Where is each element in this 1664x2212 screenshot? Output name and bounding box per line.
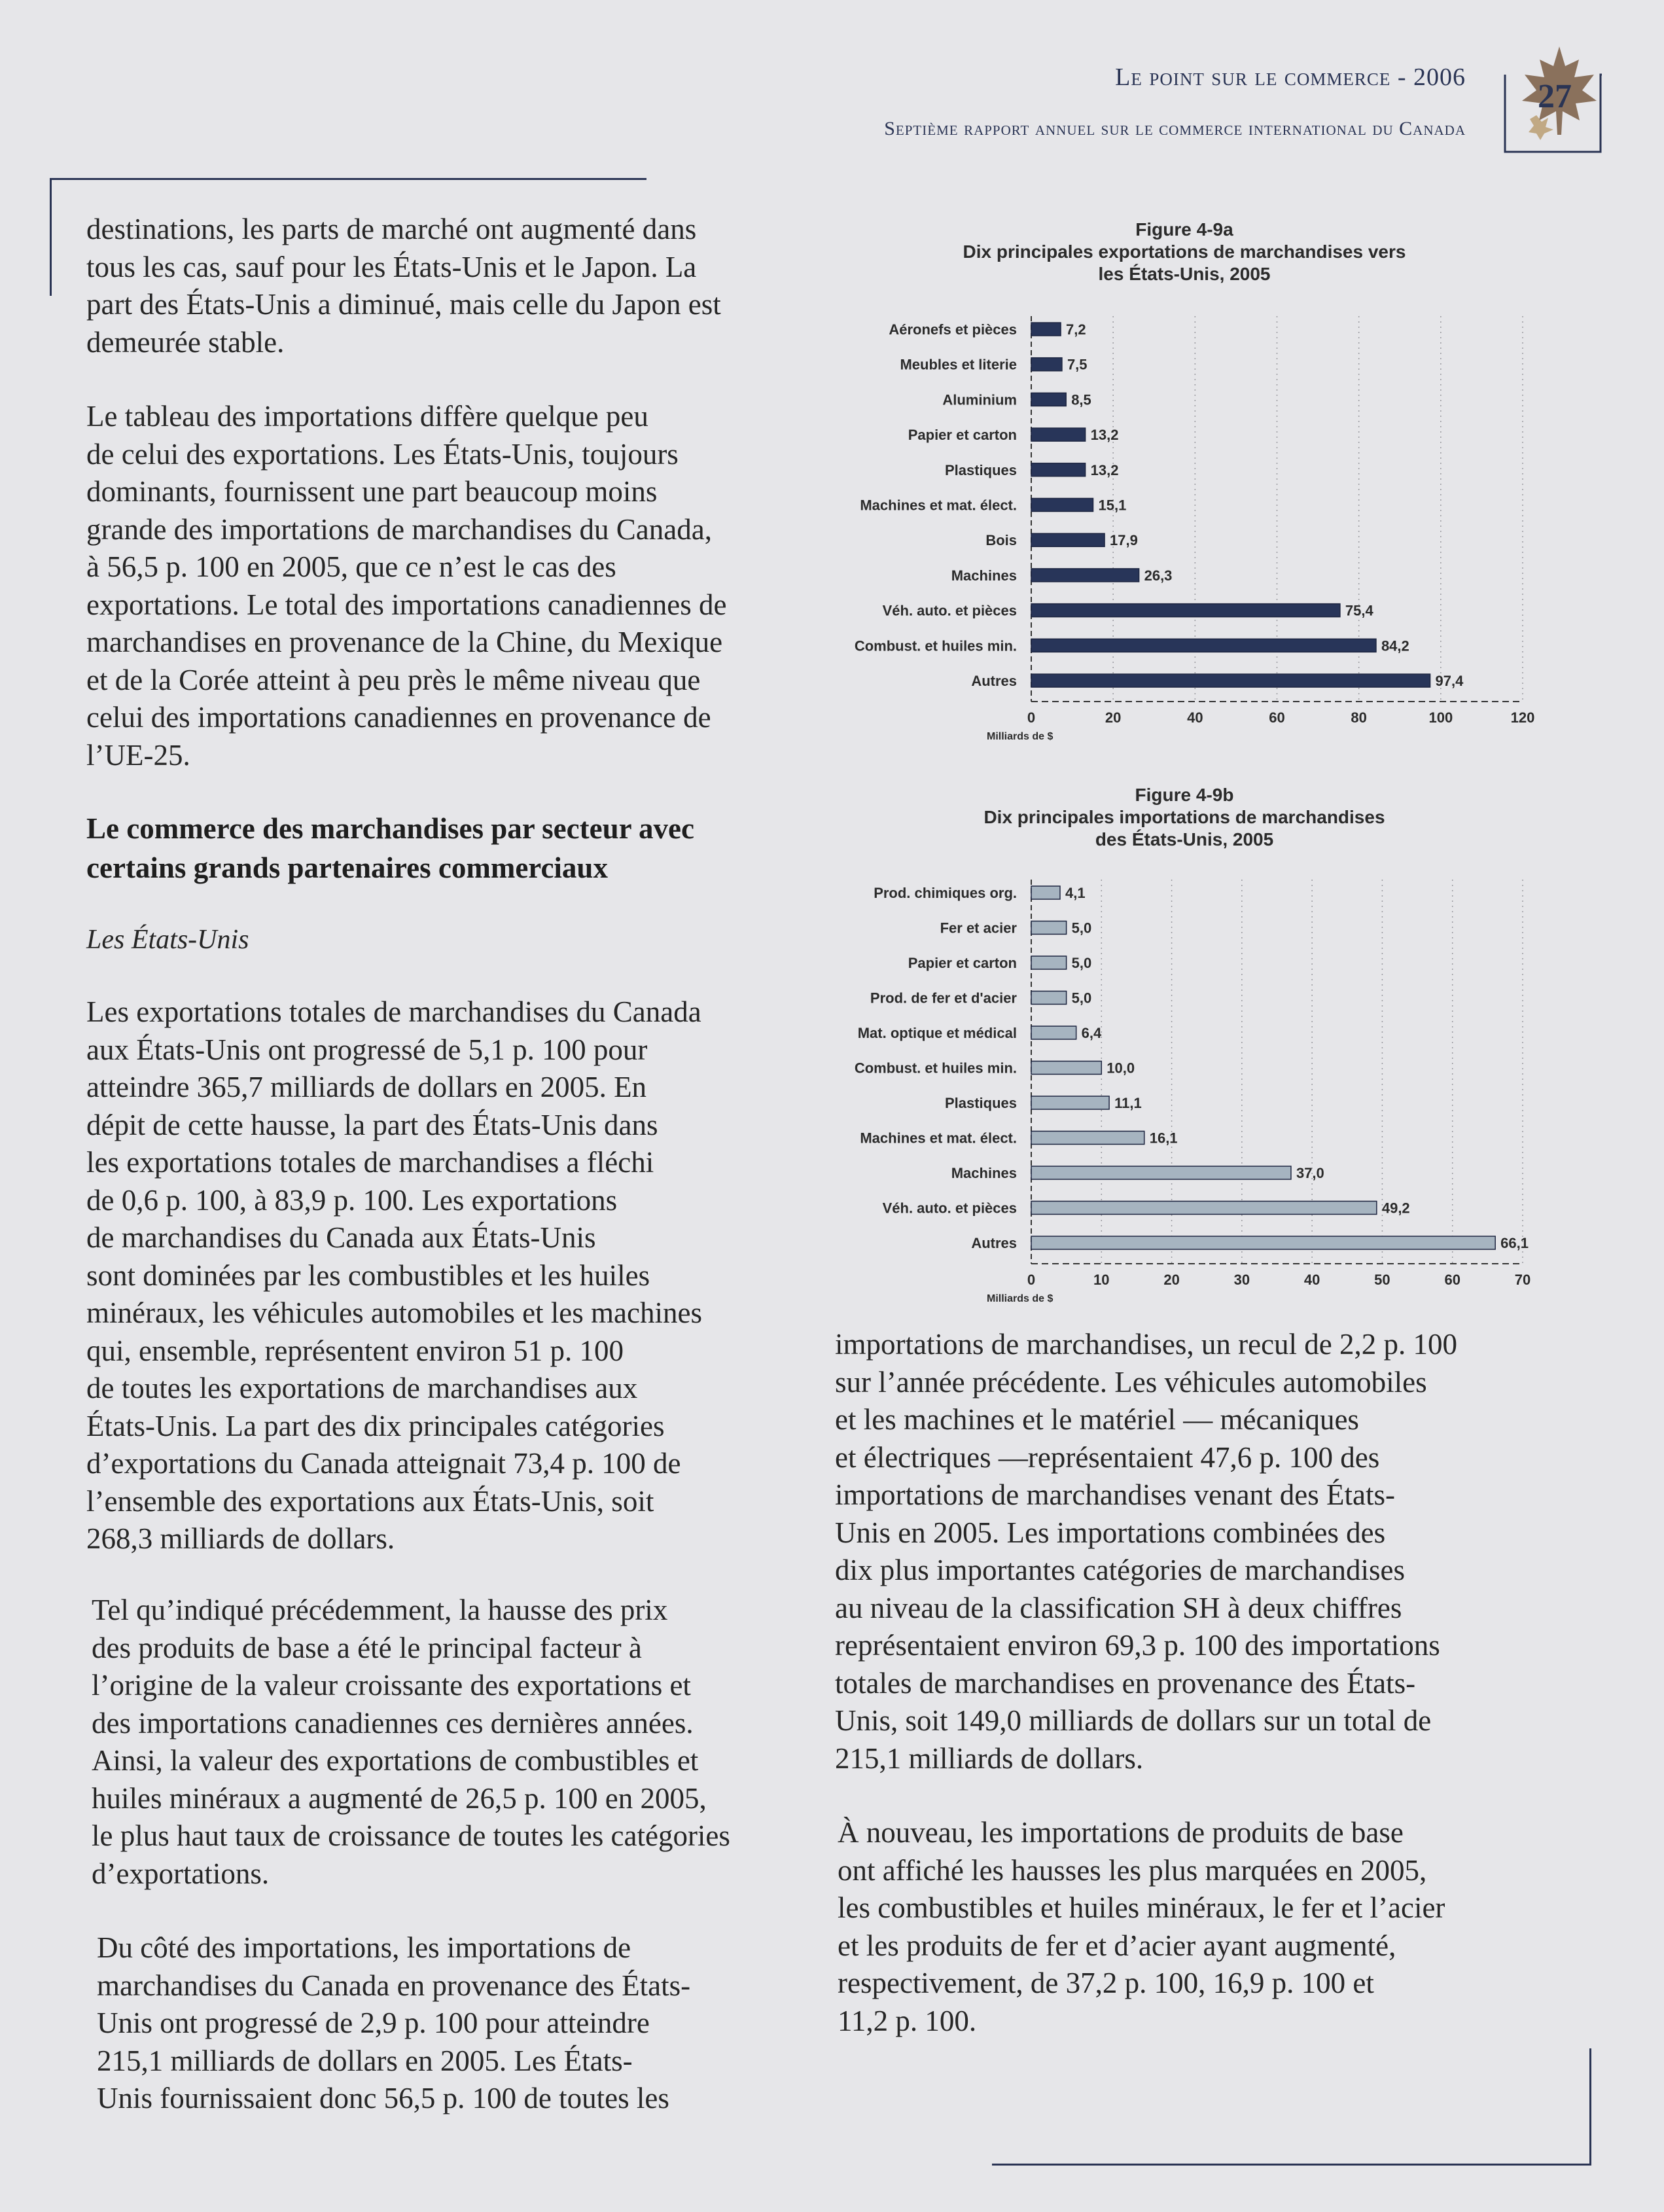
text-line: des produits de base a été le principal facteur à: [92, 1631, 642, 1664]
figure-4-9b-title: [824, 784, 1544, 851]
subheading-etats-unis: Les États-Unis: [86, 925, 249, 955]
text-line: marchandises du Canada en provenance des États-: [97, 1969, 691, 2002]
category-label: Aéronefs et pièces: [889, 321, 1017, 338]
text-line: Tel qu’indiqué précédemment, la hausse des prix: [92, 1594, 668, 1626]
text-line: d’exportations.: [92, 1857, 270, 1890]
text-line: qui, ensemble, représentent environ 51 p. 100: [86, 1334, 624, 1367]
text-line: de marchandises du Canada aux États-Unis: [86, 1221, 596, 1254]
bar: [1031, 569, 1139, 582]
bar: [1031, 1202, 1377, 1215]
text-line: huiles minéraux a augmenté de 26,5 p. 100 en 2005,: [92, 1781, 707, 1815]
category-label: Machines: [951, 567, 1017, 584]
text-line: et électriques —représentaient 47,6 p. 100 des: [835, 1440, 1380, 1474]
text-line: celui des importations canadiennes en provenance de: [86, 701, 711, 734]
text-line: l’UE-25.: [86, 738, 190, 772]
figure-label: Figure 4-9a: [1135, 219, 1233, 240]
bar: [1031, 639, 1376, 652]
bar: [1031, 1132, 1144, 1145]
text-line: marchandises en provenance de la Chine, du Mexique: [86, 626, 723, 658]
data-label: 5,0: [1071, 990, 1092, 1007]
category-label: Machines: [951, 1165, 1017, 1181]
data-label: 13,2: [1090, 461, 1119, 478]
text-line: l’ensemble des exportations aux États-Unis, soit: [86, 1484, 654, 1518]
bar: [1031, 499, 1093, 512]
category-label: Autres: [971, 1235, 1017, 1251]
text-line: 215,1 milliards de dollars en 2005. Les États-: [97, 2044, 633, 2077]
figure-title-line: des États-Unis, 2005: [1095, 829, 1274, 849]
data-label: 5,0: [1071, 919, 1092, 937]
text-line: le plus haut taux de croissance de toutes les catégories: [92, 1819, 730, 1852]
text-line: atteindre 365,7 milliards de dollars en 2005. En: [86, 1071, 647, 1103]
figure-title-line: Dix principales exportations de marchandises vers: [963, 241, 1406, 262]
text-line: importations de marchandises venant des États-: [835, 1478, 1396, 1511]
page-number: 27: [1538, 78, 1572, 115]
data-label: 26,3: [1144, 567, 1173, 584]
category-label: Machines et mat. élect.: [860, 497, 1017, 514]
bar: [1031, 674, 1430, 687]
tick-label: 100: [1428, 709, 1453, 726]
text-line: Unis fournissaient donc 56,5 p. 100 de toutes les: [97, 2082, 669, 2114]
x-axis-label: Milliards de $: [987, 731, 1053, 742]
text-line: destinations, les parts de marché ont augmenté dans: [86, 213, 697, 245]
tick-label: 60: [1269, 709, 1285, 726]
data-label: 97,4: [1435, 673, 1464, 689]
data-label: 15,1: [1098, 497, 1127, 514]
text-line: À nouveau, les importations de produits de base: [838, 1816, 1404, 1849]
data-label: 13,2: [1090, 427, 1119, 444]
text-line: aux États-Unis ont progressé de 5,1 p. 100 pour: [86, 1033, 648, 1066]
tick-label: 10: [1093, 1272, 1110, 1288]
category-label: Meubles et literie: [900, 356, 1017, 373]
text-line: les combustibles et huiles minéraux, le fer et l’acier: [838, 1891, 1445, 1924]
text-line: Unis, soit 149,0 milliards de dollars sur un total de: [835, 1704, 1432, 1737]
text-line: sur l’année précédente. Les véhicules automobiles: [835, 1365, 1427, 1399]
data-label: 11,1: [1114, 1095, 1142, 1111]
category-label: Papier et carton: [908, 427, 1017, 444]
left-paragraph-2: [86, 398, 726, 774]
text-line: grande des importations de marchandises du Canada,: [86, 512, 712, 546]
bar: [1031, 463, 1086, 476]
category-label: Autres: [971, 673, 1017, 689]
data-label: 16,1: [1149, 1130, 1178, 1147]
data-label: 37,0: [1296, 1165, 1324, 1181]
category-label: Papier et carton: [908, 955, 1017, 971]
top-left-rule-vertical: [50, 178, 52, 296]
category-label: Prod. chimiques org.: [874, 885, 1017, 901]
text-line: représentaient environ 69,3 p. 100 des importations: [835, 1629, 1440, 1662]
tick-label: 60: [1444, 1272, 1460, 1288]
running-header-title: Le point sur le commerce - 2006: [1115, 63, 1466, 91]
heading-line: Le commerce des marchandises par secteur avec: [86, 812, 694, 845]
text-line: minéraux, les véhicules automobiles et les machines: [86, 1296, 702, 1329]
bar: [1031, 886, 1060, 899]
figure-4-9a-chart: [785, 301, 1557, 759]
tick-label: 20: [1163, 1272, 1180, 1288]
category-label: Combust. et huiles min.: [854, 1060, 1017, 1077]
text-line: États-Unis. La part des dix principales catégories: [86, 1409, 665, 1442]
left-paragraph-3: [86, 993, 702, 1558]
right-paragraph-2: [838, 1814, 1445, 2040]
text-line: Les exportations totales de marchandises du Canada: [86, 995, 701, 1028]
text-line: Le tableau des importations diffère quelque peu: [86, 400, 648, 433]
data-label: 66,1: [1500, 1235, 1529, 1251]
bar: [1031, 428, 1086, 441]
category-label: Combust. et huiles min.: [854, 637, 1017, 654]
heading-line: certains grands partenaires commerciaux: [86, 851, 608, 884]
figure-label: Figure 4-9b: [1135, 785, 1234, 805]
category-label: Véh. auto. et pièces: [882, 602, 1017, 619]
text-line: Ainsi, la valeur des exportations de combustibles et: [92, 1744, 699, 1777]
text-line: dix plus importantes catégories de marchandises: [835, 1554, 1405, 1586]
bar: [1031, 921, 1067, 935]
text-line: et les machines et le matériel — mécaniques: [835, 1403, 1359, 1436]
bar: [1031, 533, 1105, 546]
category-label: Véh. auto. et pièces: [882, 1200, 1017, 1217]
text-line: dépit de cette hausse, la part des États-Unis dans: [86, 1108, 658, 1141]
category-label: Plastiques: [944, 1095, 1017, 1111]
figure-4-9a-title: [824, 219, 1544, 285]
right-paragraph-1: [835, 1326, 1457, 1777]
tick-label: 20: [1105, 709, 1122, 726]
running-header-subtitle: Septième rapport annuel sur le commerce international du Canada: [884, 118, 1466, 139]
text-line: d’exportations du Canada atteignait 73,4 p. 100 de: [86, 1447, 681, 1480]
text-line: Unis ont progressé de 2,9 p. 100 pour atteindre: [97, 2007, 650, 2039]
text-line: sont dominées par les combustibles et les huiles: [86, 1258, 650, 1292]
category-label: Mat. optique et médical: [857, 1025, 1017, 1041]
text-line: et les produits de fer et d’acier ayant augmenté,: [838, 1929, 1396, 1962]
text-line: de celui des exportations. Les États-Unis, toujours: [86, 437, 679, 471]
tick-label: 40: [1187, 709, 1203, 726]
text-line: demeurée stable.: [86, 325, 285, 359]
bottom-right-rule-vertical: [1589, 2048, 1591, 2166]
category-label: Machines et mat. élect.: [860, 1130, 1017, 1147]
text-line: 268,3 milliards de dollars.: [86, 1522, 395, 1555]
data-label: 5,0: [1071, 955, 1092, 971]
tick-label: 80: [1351, 709, 1367, 726]
bar: [1031, 1236, 1495, 1249]
bar: [1031, 956, 1067, 969]
bar: [1031, 1166, 1291, 1179]
bar: [1031, 1096, 1109, 1109]
bar: [1031, 1061, 1101, 1075]
tick-label: 0: [1027, 1272, 1036, 1288]
bar: [1031, 991, 1067, 1005]
text-line: à 56,5 p. 100 en 2005, que ce n’est le cas des: [86, 550, 616, 583]
bar: [1031, 604, 1340, 617]
data-label: 4,1: [1065, 885, 1086, 901]
top-left-rule: [50, 178, 646, 180]
figure-title-line: les États-Unis, 2005: [1098, 264, 1271, 284]
data-label: 17,9: [1110, 532, 1138, 549]
bottom-right-rule: [992, 2164, 1591, 2166]
text-line: de toutes les exportations de marchandises aux: [86, 1372, 638, 1404]
text-line: les exportations totales de marchandises a fléchi: [86, 1146, 654, 1179]
tick-label: 50: [1374, 1272, 1390, 1288]
figure-4-9b-chart: [785, 865, 1557, 1323]
text-line: Unis en 2005. Les importations combinées des: [835, 1516, 1386, 1549]
text-line: de 0,6 p. 100, à 83,9 p. 100. Les exportations: [86, 1183, 618, 1217]
section-heading: [86, 809, 694, 887]
bar: [1031, 358, 1062, 371]
text-line: part des États-Unis a diminué, mais celle du Japon est: [86, 288, 721, 321]
text-line: dominants, fournissent une part beaucoup moins: [86, 475, 658, 508]
category-label: Plastiques: [944, 461, 1017, 478]
text-line: respectivement, de 37,2 p. 100, 16,9 p. 100 et: [838, 1967, 1374, 1999]
data-label: 7,5: [1067, 356, 1088, 373]
left-paragraph-1: [86, 211, 721, 361]
category-label: Fer et acier: [940, 919, 1017, 937]
tick-label: 70: [1514, 1272, 1531, 1288]
text-line: l’origine de la valeur croissante des exportations et: [92, 1669, 691, 1702]
text-line: 215,1 milliards de dollars.: [835, 1741, 1144, 1775]
tick-label: 120: [1510, 709, 1535, 726]
bar: [1031, 393, 1066, 406]
category-label: Aluminium: [942, 391, 1017, 408]
text-line: exportations. Le total des importations canadiennes de: [86, 588, 727, 621]
category-label: Bois: [985, 532, 1017, 549]
data-label: 6,4: [1081, 1025, 1102, 1041]
x-axis-label: Milliards de $: [987, 1293, 1053, 1304]
category-label: Prod. de fer et d'acier: [870, 990, 1017, 1007]
text-line: tous les cas, sauf pour les États-Unis et le Japon. La: [86, 250, 697, 283]
bar: [1031, 1026, 1076, 1039]
text-line: des importations canadiennes ces dernières années.: [92, 1706, 694, 1739]
data-label: 10,0: [1106, 1060, 1135, 1077]
left-paragraph-4: [92, 1592, 730, 1893]
tick-label: 0: [1027, 709, 1036, 726]
data-label: 7,2: [1066, 321, 1086, 338]
data-label: 84,2: [1381, 637, 1409, 654]
text-line: ont affiché les hausses les plus marquées en 2005,: [838, 1853, 1427, 1887]
data-label: 75,4: [1345, 602, 1373, 619]
text-line: importations de marchandises, un recul de 2,2 p. 100: [835, 1328, 1458, 1361]
data-label: 49,2: [1381, 1200, 1410, 1217]
bar: [1031, 323, 1061, 336]
tick-label: 40: [1303, 1272, 1320, 1288]
figure-title-line: Dix principales importations de marchandises: [983, 807, 1385, 827]
text-line: totales de marchandises en provenance des États-: [835, 1666, 1416, 1700]
text-line: 11,2 p. 100.: [838, 2004, 977, 2037]
left-paragraph-5: [97, 1929, 690, 2118]
tick-label: 30: [1233, 1272, 1250, 1288]
text-line: au niveau de la classification SH à deux chiffres: [835, 1591, 1402, 1624]
text-line: Du côté des importations, les importations de: [97, 1931, 631, 1964]
text-line: et de la Corée atteint à peu près le même niveau que: [86, 663, 701, 696]
data-label: 8,5: [1071, 391, 1091, 408]
